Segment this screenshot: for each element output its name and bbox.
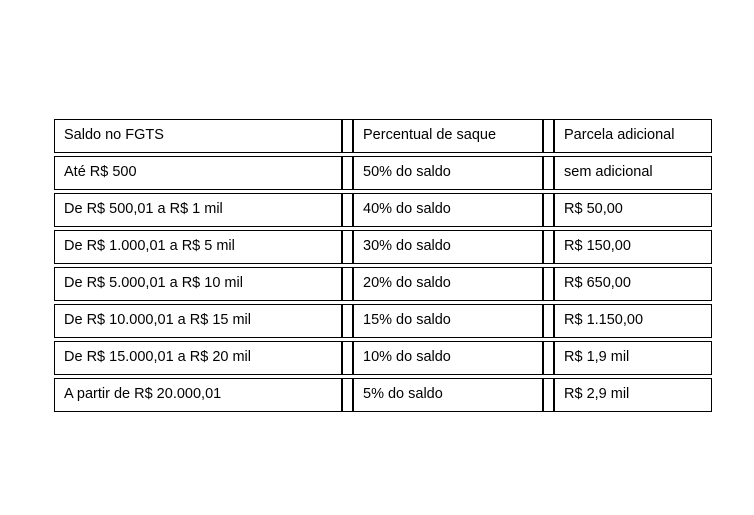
cell-percentual: 10% do saldo (353, 341, 543, 375)
column-spacer (342, 267, 353, 301)
cell-saldo: Até R$ 500 (54, 156, 342, 190)
header-cell-percentual: Percentual de saque (353, 119, 543, 153)
table-row (54, 193, 712, 227)
cell-parcela: R$ 50,00 (554, 193, 712, 227)
cell-percentual: 5% do saldo (353, 378, 543, 412)
cell-percentual: 40% do saldo (353, 193, 543, 227)
cell-saldo: De R$ 500,01 a R$ 1 mil (54, 193, 342, 227)
column-spacer (342, 193, 353, 227)
column-spacer (342, 230, 353, 264)
cell-parcela: R$ 1.150,00 (554, 304, 712, 338)
cell-saldo: De R$ 10.000,01 a R$ 15 mil (54, 304, 342, 338)
fgts-table-container (54, 119, 712, 412)
cell-saldo: De R$ 1.000,01 a R$ 5 mil (54, 230, 342, 264)
table-row (54, 156, 712, 190)
table-row (54, 304, 712, 338)
cell-parcela: R$ 2,9 mil (554, 378, 712, 412)
table-row (54, 378, 712, 412)
header-cell-parcela: Parcela adicional (554, 119, 712, 153)
column-spacer (543, 341, 554, 375)
table-row (54, 230, 712, 264)
fgts-withdrawal-table (54, 119, 712, 412)
column-spacer (543, 267, 554, 301)
cell-saldo: A partir de R$ 20.000,01 (54, 378, 342, 412)
column-spacer (543, 156, 554, 190)
table-row (54, 267, 712, 301)
table-header-row (54, 119, 712, 153)
column-spacer (543, 304, 554, 338)
cell-percentual: 15% do saldo (353, 304, 543, 338)
header-cell-saldo: Saldo no FGTS (54, 119, 342, 153)
cell-parcela: R$ 150,00 (554, 230, 712, 264)
cell-parcela: R$ 1,9 mil (554, 341, 712, 375)
cell-saldo: De R$ 15.000,01 a R$ 20 mil (54, 341, 342, 375)
cell-parcela: R$ 650,00 (554, 267, 712, 301)
column-spacer (342, 341, 353, 375)
table-row (54, 341, 712, 375)
column-spacer (342, 304, 353, 338)
column-spacer (543, 193, 554, 227)
column-spacer (543, 378, 554, 412)
cell-percentual: 20% do saldo (353, 267, 543, 301)
column-spacer (543, 119, 554, 153)
column-spacer (342, 378, 353, 412)
cell-parcela: sem adicional (554, 156, 712, 190)
column-spacer (342, 156, 353, 190)
cell-percentual: 30% do saldo (353, 230, 543, 264)
cell-saldo: De R$ 5.000,01 a R$ 10 mil (54, 267, 342, 301)
cell-percentual: 50% do saldo (353, 156, 543, 190)
column-spacer (543, 230, 554, 264)
column-spacer (342, 119, 353, 153)
